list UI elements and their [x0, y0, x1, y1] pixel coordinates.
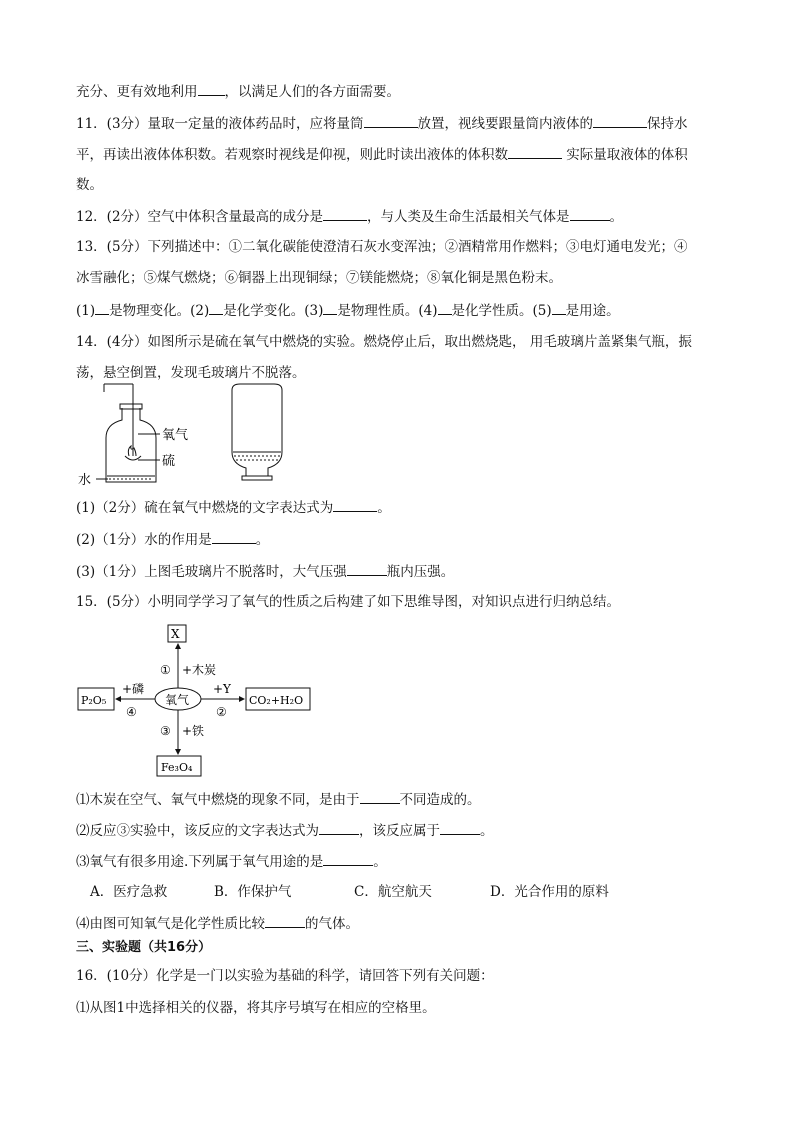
edge-left-label: +磷: [122, 682, 145, 696]
num-4: ④: [126, 705, 137, 719]
text: (1)（2分）硫在氧气中燃烧的文字表达式为: [76, 500, 334, 516]
text: 11．(3分）量取一定量的液体药品时，应将量筒: [76, 116, 364, 132]
node-top: X: [171, 627, 180, 641]
q16-line2: ⑴从图1中选择相关的仪器，将其序号填写在相应的空格里。: [76, 1000, 436, 1016]
answer-blank[interactable]: [438, 300, 452, 315]
inverted-bottle-icon: [232, 384, 282, 480]
answer-blank[interactable]: [265, 913, 305, 928]
answer-blank[interactable]: [364, 113, 418, 128]
text: 是物理变化。(2): [109, 303, 210, 319]
text: ⑴木炭在空气、氧气中燃烧的现象不同，是由于: [76, 792, 360, 808]
text: 平，再读出液体体积数。若观察时视线是仰视，则此时读出液体的体积数: [76, 147, 508, 163]
num-3: ③: [160, 724, 171, 738]
q14-sub2: [76, 529, 269, 550]
section-heading: 三、实验题（共16分）: [76, 940, 212, 955]
water-label: 水: [78, 473, 92, 488]
answer-blank[interactable]: [593, 113, 647, 128]
text: 。: [377, 500, 391, 516]
num-2: ②: [216, 705, 227, 719]
sulfur-label: 硫: [162, 454, 176, 469]
q15-options: [90, 882, 609, 902]
option-a[interactable]: A．医疗急救: [90, 884, 168, 900]
q12: [76, 206, 623, 227]
answer-blank[interactable]: [508, 144, 562, 159]
option-d[interactable]: D．光合作用的原料: [490, 884, 609, 900]
answer-blank[interactable]: [360, 789, 400, 804]
text: (3)（1分）上图毛玻璃片不脱落时，大气压强: [76, 564, 347, 580]
text: 是物理性质。(4): [337, 303, 438, 319]
text: 的气体。: [305, 916, 359, 932]
text: 保持水: [647, 116, 688, 132]
option-b[interactable]: B．作保护气: [214, 884, 292, 900]
text: 瓶内压强。: [386, 564, 455, 580]
text: 是化学变化。(3): [223, 303, 324, 319]
node-bottom: Fe₃O₄: [161, 761, 193, 774]
q13-line3: [76, 300, 620, 321]
q15-sub2: [76, 820, 494, 841]
q15-line1: 15．(5分）小明同学学习了氧气的性质之后构建了如下思维导图，对知识点进行归纳总结。: [76, 594, 621, 610]
q10-tail: [76, 81, 400, 102]
q13-line2: 冰雪融化；⑤煤气燃烧；⑥铜器上出现铜绿；⑦镁能燃烧；⑧氧化铜是黑色粉末。: [76, 270, 562, 286]
num-1: ①: [160, 663, 171, 677]
text: 是化学性质。(5): [451, 303, 552, 319]
node-left: P₂O₅: [81, 694, 107, 707]
answer-blank[interactable]: [95, 300, 109, 315]
answer-blank[interactable]: [333, 497, 377, 512]
answer-blank[interactable]: [552, 300, 566, 315]
node-right: CO₂+H₂O: [249, 694, 304, 707]
text: ⑵反应③实验中，该反应的文字表达式为: [76, 823, 319, 839]
answer-blank[interactable]: [440, 820, 480, 835]
answer-blank[interactable]: [323, 206, 367, 221]
gas-bottle-icon: [96, 384, 160, 482]
edge-right-label: +Y: [213, 682, 231, 696]
sulfur-combustion-figure: [76, 380, 306, 492]
text: 。: [480, 823, 494, 839]
q11-line3: 数。: [76, 177, 103, 193]
answer-blank[interactable]: [319, 820, 359, 835]
q13-line1: 13．(5分）下列描述中：①二氧化碳能使澄清石灰水变浑浊；②酒精常用作燃料；③电灯通电发光；④: [76, 239, 688, 255]
q16-line1: 16．(10分）化学是一门以实验为基础的科学，请回答下列有关问题：: [76, 968, 494, 984]
q14-line1: 14．(4分）如图所示是硫在氧气中燃烧的实验。燃烧停止后，取出燃烧匙， 用毛玻璃片盖紧集气瓶，振: [76, 334, 692, 350]
q15-sub1: [76, 789, 481, 810]
text: ，以满足人们的各方面需要。: [224, 84, 400, 100]
q14-sub3: [76, 561, 454, 582]
q11-line1: [76, 113, 688, 134]
text: ，该反应属于: [359, 823, 440, 839]
answer-blank[interactable]: [570, 206, 610, 221]
text: 放置，视线要跟量筒内液体的: [417, 116, 594, 132]
option-c[interactable]: C．航空航天: [354, 884, 432, 900]
oxygen-label: 氧气: [162, 428, 189, 443]
text: 是用途。: [565, 303, 620, 319]
node-center: 氧气: [165, 693, 190, 707]
q15-sub4: [76, 913, 359, 934]
text: ⑶氧气有很多用途.下列属于氧气用途的是: [76, 854, 324, 870]
answer-blank[interactable]: [323, 851, 373, 866]
text: (1): [76, 303, 96, 319]
text: (2)（1分）水的作用是: [76, 532, 212, 548]
q11-line2: [76, 144, 688, 165]
text: ⑷由图可知氧气是化学性质比较: [76, 916, 265, 932]
text: ，与人类及生命生活最相关气体是: [367, 209, 570, 225]
edge-bottom-label: +铁: [182, 724, 205, 738]
oxygen-mind-map: [76, 620, 316, 780]
text: 不同造成的。: [399, 792, 481, 808]
text: 12．(2分）空气中体积含量最高的成分是: [76, 209, 324, 225]
text: 。: [609, 209, 624, 225]
text: 充分、更有效地利用: [76, 84, 198, 100]
edge-top-label: +木炭: [182, 663, 217, 677]
q14-line2: 荡，悬空倒置，发现毛玻璃片不脱落。: [76, 365, 306, 381]
answer-blank[interactable]: [323, 300, 337, 315]
text: 实际量取液体的体积: [562, 147, 688, 163]
text: 。: [255, 532, 270, 548]
q14-sub1: [76, 497, 391, 518]
answer-blank[interactable]: [212, 529, 256, 544]
answer-blank[interactable]: [198, 81, 225, 96]
q15-sub3: [76, 851, 387, 872]
answer-blank[interactable]: [209, 300, 223, 315]
text: 。: [373, 854, 387, 870]
answer-blank[interactable]: [347, 561, 387, 576]
